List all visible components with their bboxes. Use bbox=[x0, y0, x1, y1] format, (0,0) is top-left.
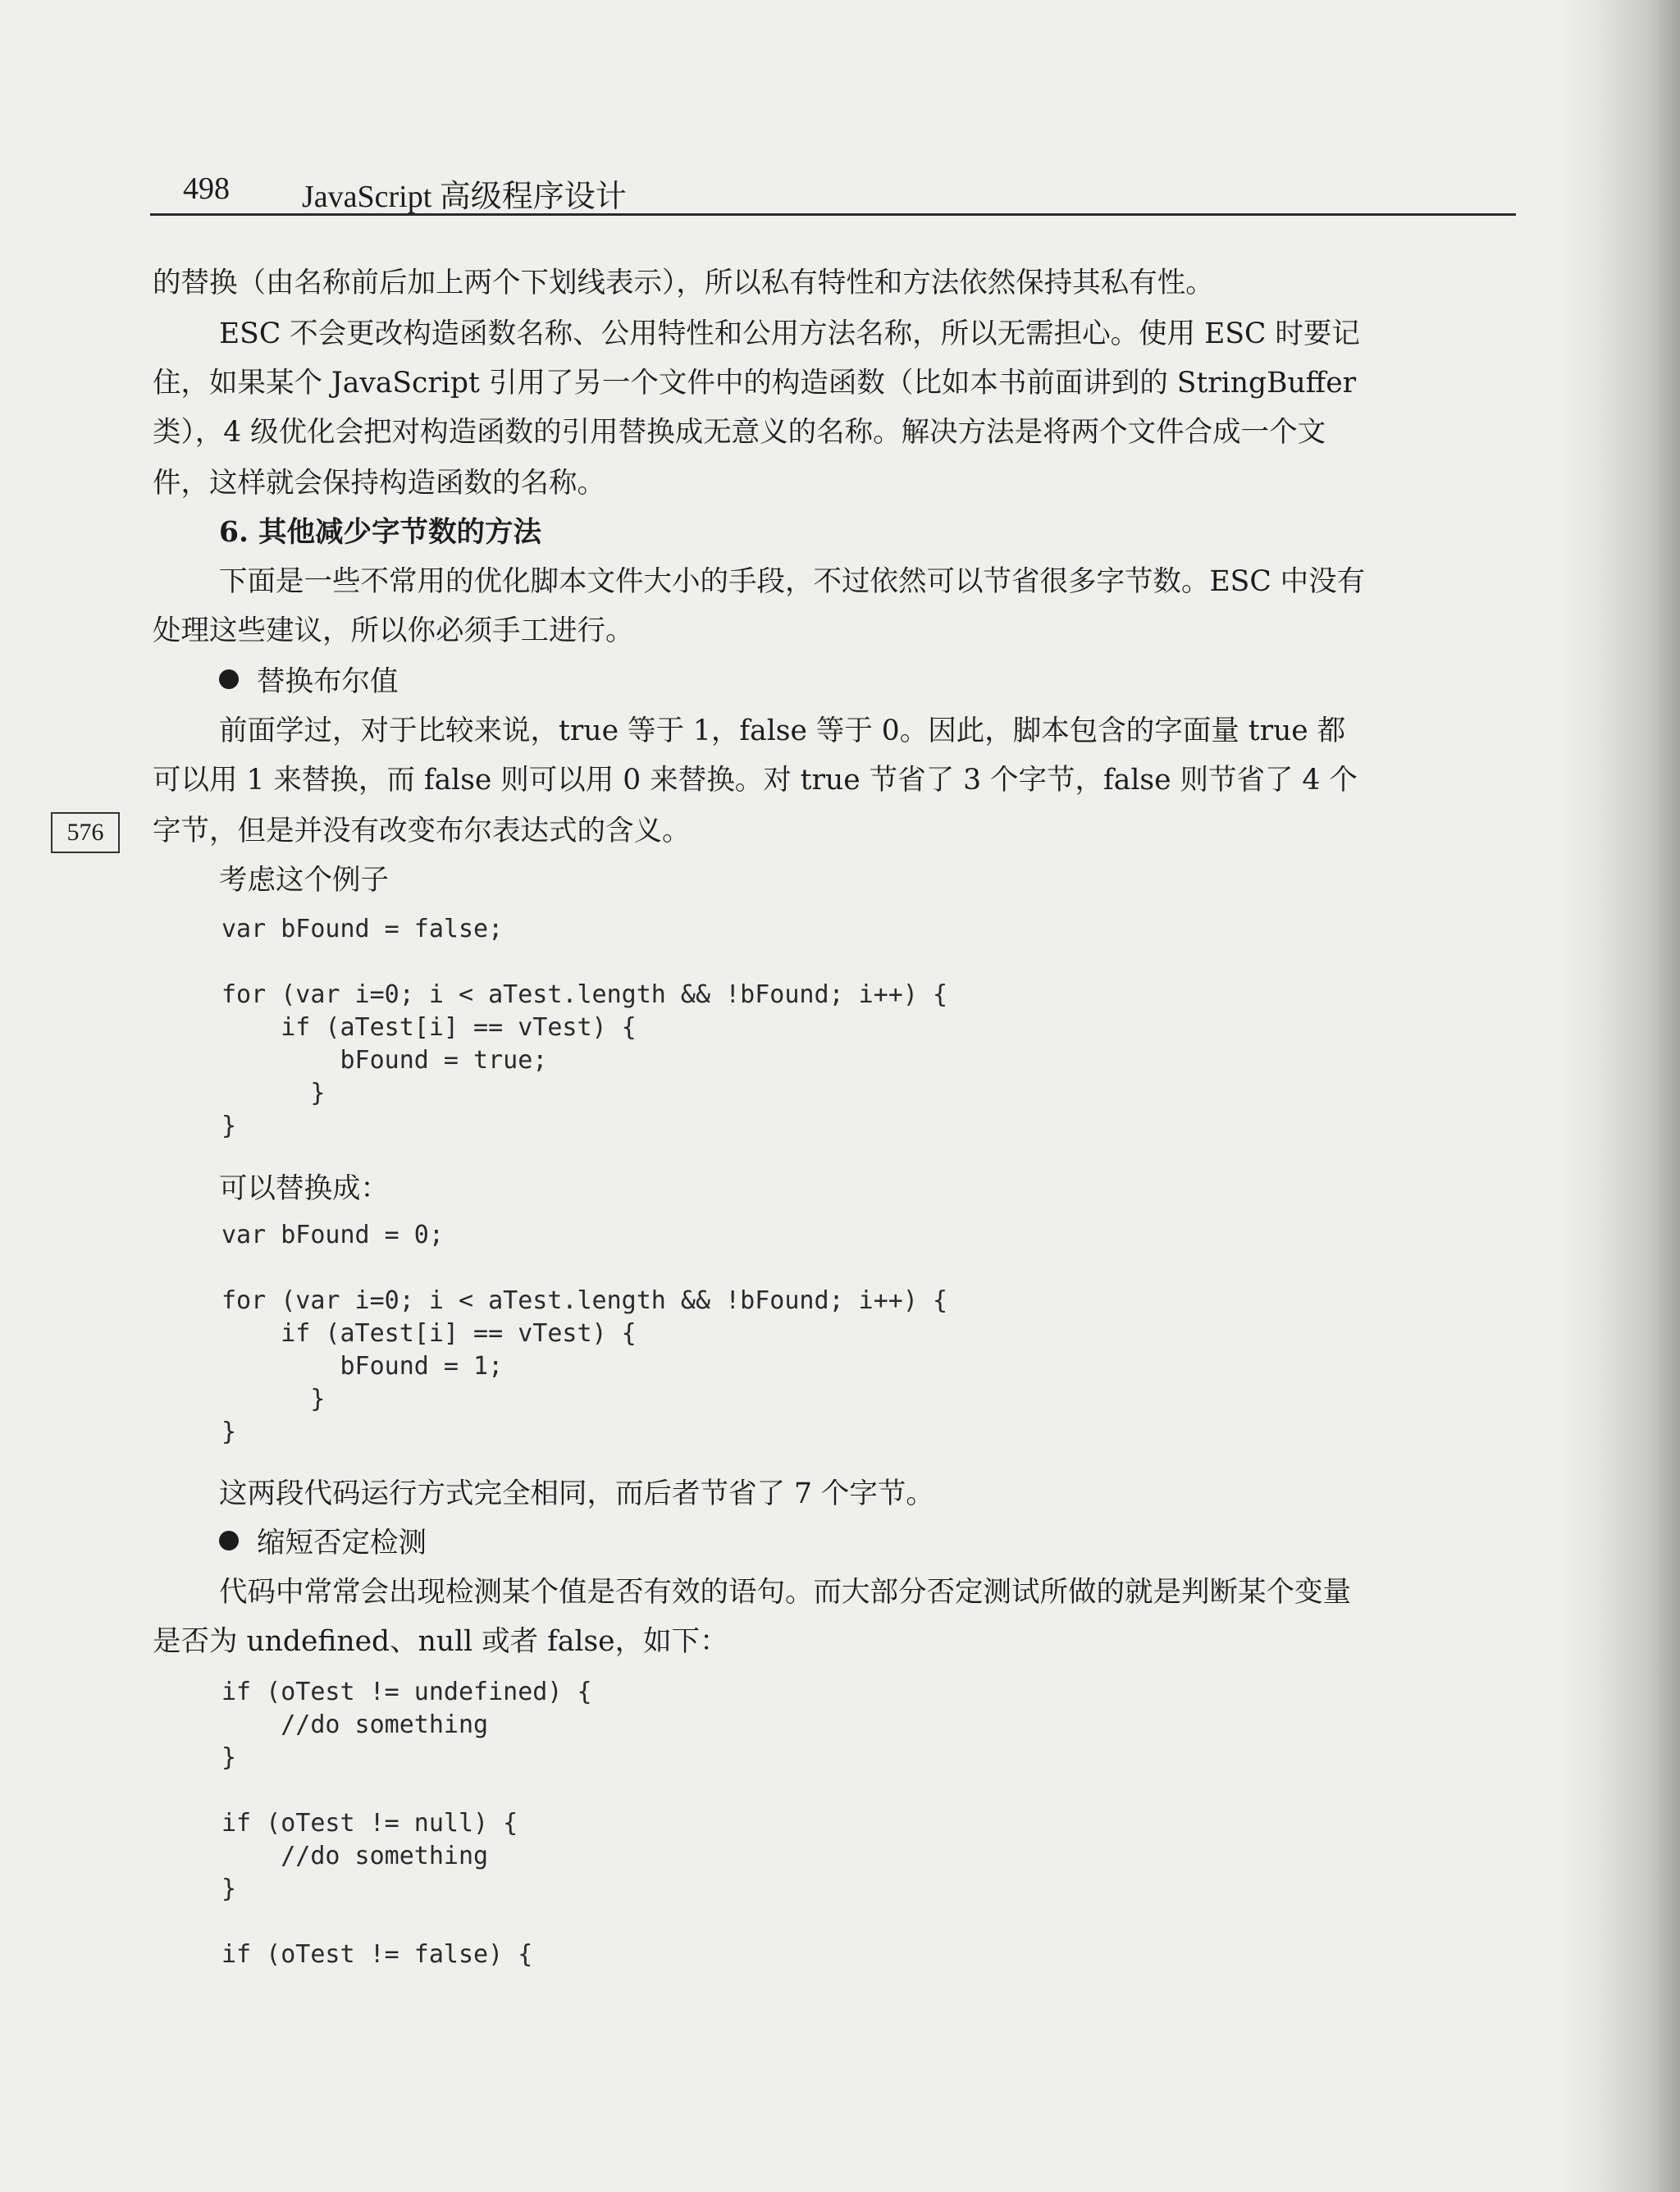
page-number: 498 bbox=[183, 171, 230, 206]
body-line: 考虑这个例子 bbox=[219, 864, 389, 897]
section-heading: 6. 其他减少字节数的方法 bbox=[219, 516, 542, 549]
body-line: 字节，但是并没有改变布尔表达式的含义。 bbox=[153, 815, 691, 847]
bullet-label: 替换布尔值 bbox=[257, 665, 399, 698]
body-line: 的替换（由名称前后加上两个下划线表示），所以私有特性和方法依然保持其私有性。 bbox=[153, 267, 1214, 299]
paragraph-start: 下面是一些不常用的优化脚本文件大小的手段，不过依然可以节省很多字节数。ESC 中没有 bbox=[219, 565, 1366, 598]
body-line: 这两段代码运行方式完全相同，而后者节省了 7 个字节。 bbox=[219, 1477, 934, 1510]
body-line: 件，这样就会保持构造函数的名称。 bbox=[153, 467, 605, 500]
body-line: 可以用 1 来替换，而 false 则可以用 0 来替换。对 true 节省了 3 个字节，false 则节省了 4 个 bbox=[153, 764, 1358, 797]
body-line: 是否为 undefined、null 或者 false，如下： bbox=[153, 1625, 728, 1658]
book-title: JavaScript 高级程序设计 bbox=[302, 180, 627, 214]
margin-page-reference: 576 bbox=[51, 812, 120, 853]
body-line: 类），4 级优化会把对构造函数的引用替换成无意义的名称。解决方法是将两个文件合成一个文 bbox=[153, 416, 1326, 449]
bullet-item-replace-boolean bbox=[219, 665, 399, 698]
body-line: 住，如果某个 JavaScript 引用了另一个文件中的构造函数（比如本书前面讲到的 StringBuffer bbox=[153, 367, 1357, 400]
bullet-item-shorten-negation bbox=[219, 1529, 427, 1558]
page-header bbox=[150, 164, 1516, 216]
paragraph-start: ESC 不会更改构造函数名称、公用特性和公用方法名称，所以无需担心。使用 ESC 时要记 bbox=[219, 317, 1360, 350]
body-line: 处理这些建议，所以你必须手工进行。 bbox=[153, 614, 634, 647]
page-spine-shadow bbox=[1557, 0, 1680, 2192]
code-block-original: var bFound = false; for (var i=0; i < aTest.length && !bFound; i++) { if (aTest[i] == vTest) { bFound = true; } } bbox=[221, 915, 948, 1140]
code-block-replaced: var bFound = 0; for (var i=0; i < aTest.length && !bFound; i++) { if (aTest[i] == vTest) { bFound = 1; } } bbox=[221, 1221, 948, 1446]
bullet-label: 缩短否定检测 bbox=[257, 1527, 427, 1560]
code-block-negation-tests: if (oTest != undefined) { //do something } if (oTest != null) { //do something } if (oTest != false) { bbox=[221, 1678, 592, 1969]
paragraph-start: 前面学过，对于比较来说，true 等于 1，false 等于 0。因此，脚本包含的字面量 true 都 bbox=[219, 715, 1346, 747]
body-line: 可以替换成： bbox=[219, 1172, 389, 1205]
paragraph-start: 代码中常常会出现检测某个值是否有效的语句。而大部分否定测试所做的就是判断某个变量 bbox=[219, 1576, 1351, 1609]
bullet-icon bbox=[219, 1531, 239, 1550]
bullet-icon bbox=[219, 669, 239, 689]
